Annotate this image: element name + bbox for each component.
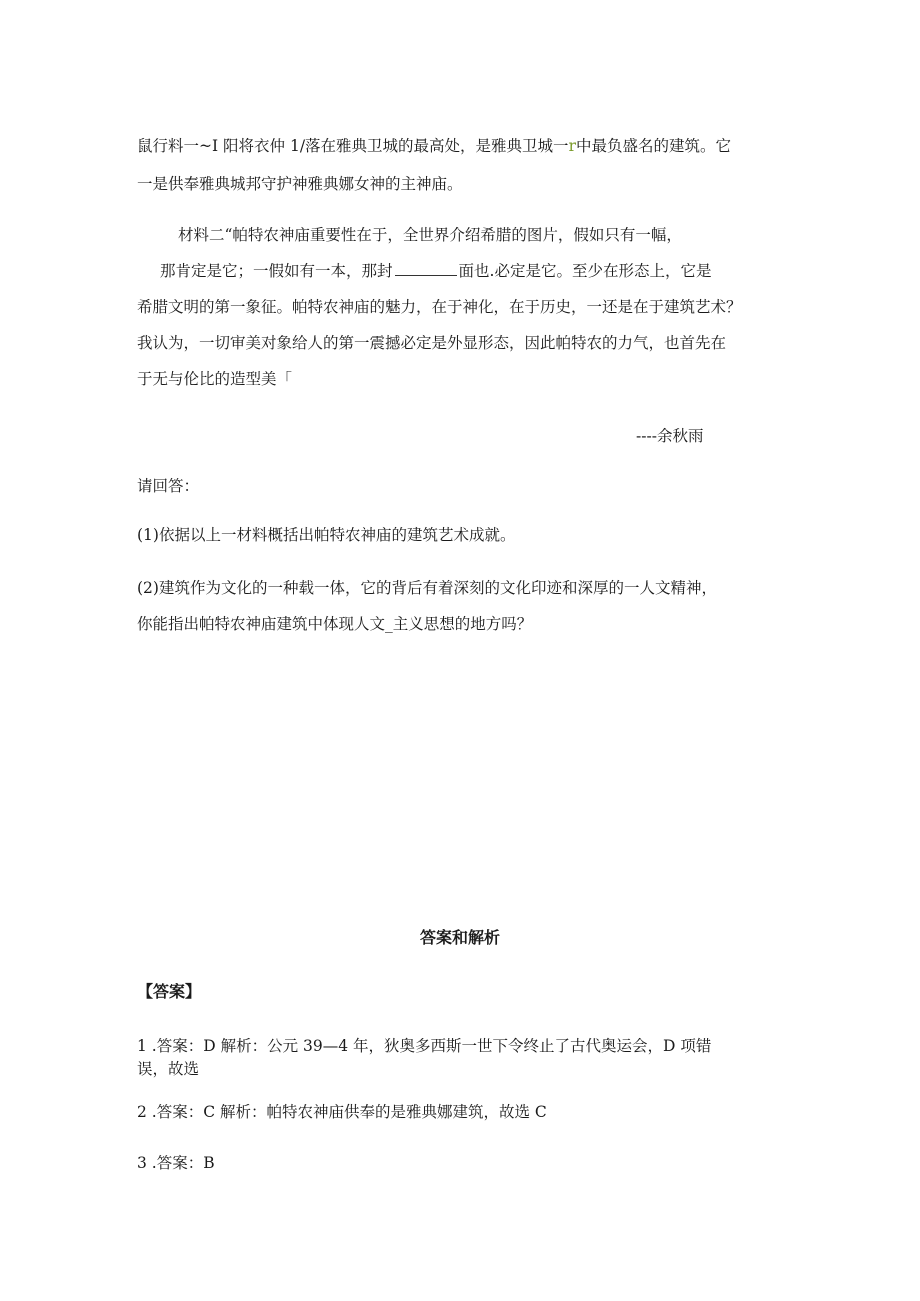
material2-line1: 材料二“帕特农神庙重要性在于，全世界介绍希腊的图片，假如只有一幅， [178, 226, 682, 244]
material2-line2 [160, 259, 711, 281]
material1-line2: 一是供奉雅典城邦守护神雅典娜女神的主神庙。 [137, 175, 463, 193]
question-2-line2: 你能指出帕特农神庙建筑中体现人文_主义思想的地方吗？ [137, 615, 533, 633]
material1-line1-mark: r [568, 137, 576, 155]
answer-1-line1: 1 .答案：D 解析：公元 39—4 年，狄奥多西斯一世下令终止了古代奥运会，D 项错 [137, 1037, 712, 1055]
material2-line3: 希腊文明的第一象征。帕特农神庙的魅力，在于神化，在于历史，一还是在于建筑艺术？ [137, 298, 742, 316]
answer-2: 2 .答案：C 解析：帕特农神庙供奉的是雅典娜建筑，故选 C [137, 1103, 547, 1121]
fill-blank [395, 263, 457, 276]
answers-header: 【答案】 [137, 982, 202, 1001]
material1-line1-text-a: 鼠行料一~I 阳将衣仲 1/落在雅典卫城的最高处，是雅典卫城一 [137, 137, 569, 155]
answer-1-line2: 误，故选 [137, 1060, 200, 1078]
question-2-line1: (2)建筑作为文化的一种载一体，它的背后有着深刻的文化印迹和深厚的一人文精神， [137, 579, 717, 597]
material2-line2-text-b: 面也.必定是它。至少在形态上，它是 [458, 262, 712, 280]
material2-line5: 于无与伦比的造型美「 [137, 370, 293, 388]
signature: ----余秋雨 [636, 427, 704, 445]
answer-3: 3 .答案：B [137, 1154, 215, 1172]
material2-line4: 我认为，一切审美对象给人的第一震撼必定是外显形态，因此帕特农的力气，也首先在 [137, 334, 727, 352]
material1-line1 [137, 134, 731, 156]
question-1: (1)依据以上一材料概括出帕特农神庙的建筑艺术成就。 [137, 526, 516, 544]
questions-prompt: 请回答： [137, 477, 200, 495]
material1-line1-text-b: 中最负盛名的建筑。它 [575, 137, 731, 155]
material2-line2-text-a: 那肯定是它；一假如有一本，那封 [160, 262, 393, 280]
answers-section-title: 答案和解析 [419, 928, 500, 947]
